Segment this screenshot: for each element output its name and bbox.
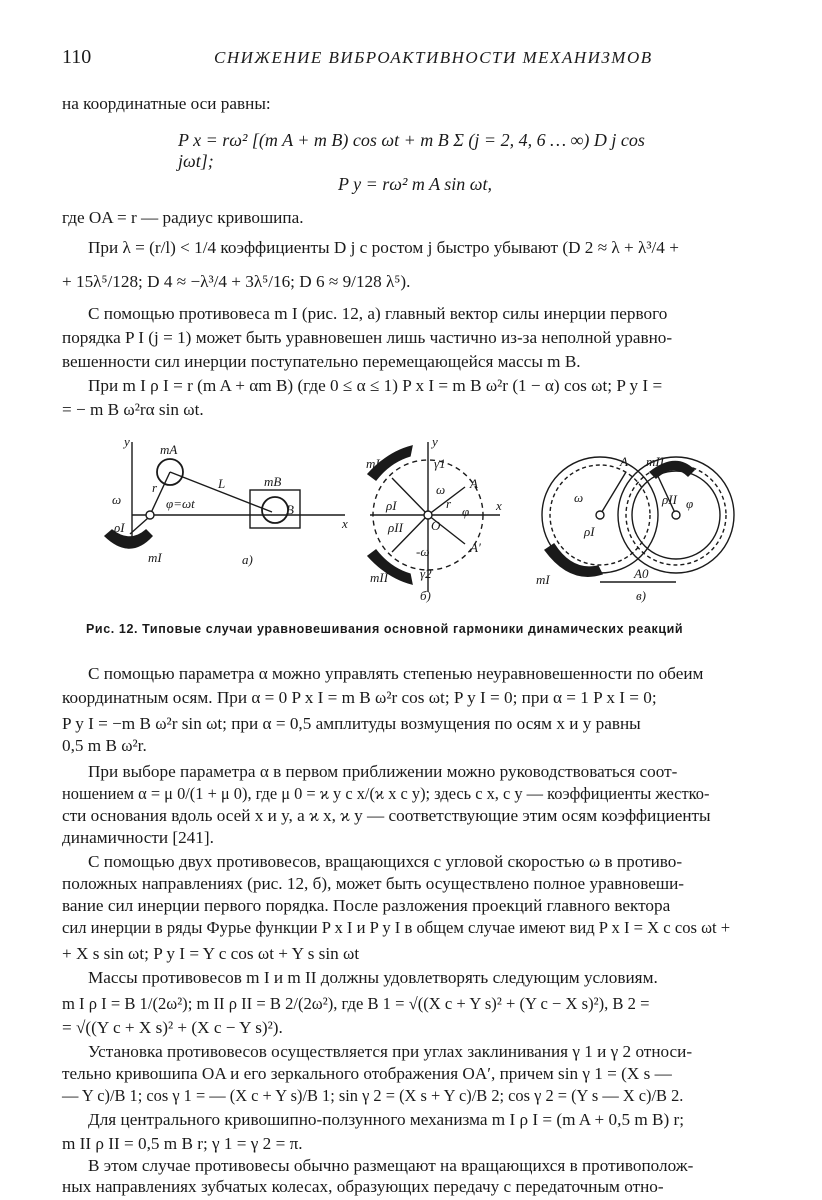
fig-b-rho2: ρII <box>388 520 403 535</box>
fig-a-L: L <box>218 476 226 491</box>
para6-line-3: = √((Y c + X s)² + (X c − Y s)²). <box>62 1018 283 1037</box>
fig-b-x: x <box>496 498 502 513</box>
para9-line-1: В этом случае противовесы обычно размещают на вращающихся в противополож- <box>88 1156 694 1175</box>
figure-12 <box>90 432 750 608</box>
fig-a-omega: ω <box>112 492 122 507</box>
para6-line-2: m I ρ I = B 1/(2ω²); m II ρ II = B 2/(2ω²), где B 1 = √((X c + Y s)² + (Y c − X s)²), B 2 = <box>62 994 650 1013</box>
para9-line-2: ных направлениях зубчатых колесах, образующих передачу с передаточным отно- <box>62 1177 664 1196</box>
para1-line-1: С помощью противовеса m I (рис. 12, а) главный вектор силы инерции первого <box>88 304 668 323</box>
fig-a-x: x <box>342 516 348 531</box>
fig-a-mI: mI <box>148 550 162 565</box>
fig-a-y: y <box>124 434 130 449</box>
para3-line-1: С помощью параметра α можно управлять степенью неуравновешенности по обеим <box>88 664 704 683</box>
fig-a-rho: ρI <box>114 520 125 535</box>
para4-line-2: ношением α = μ 0/(1 + μ 0), где μ 0 = ϰ y c x/(ϰ x c y); здесь c x, c y — коэффициенты жестко- <box>62 784 710 803</box>
fig-c-A: A <box>620 454 628 469</box>
fig-b-O: O <box>431 518 441 533</box>
lambda-line-2: + 15λ⁵/128; D 4 ≈ −λ³/4 + 3λ⁵/16; D 6 ≈ 9/128 λ⁵). <box>62 272 411 291</box>
para5-line-4: сил инерции в ряды Фурье функции P x I и P y I в общем случае имеют вид P x I = X c cos ωt + <box>62 918 731 937</box>
fig-b-y: y <box>432 434 438 449</box>
fig-b-A: A <box>470 476 478 491</box>
fig-b-mI: mI <box>366 456 380 471</box>
fig-b-momega: -ω <box>416 544 430 559</box>
fig-a-mA: mA <box>160 442 178 457</box>
para8-line-1: Для центрального кривошипно-ползунного механизма m I ρ I = (m A + 0,5 m B) r; <box>88 1110 684 1129</box>
para6-line-1: Массы противовесов m I и m II должны удовлетворять следующим условиям. <box>88 968 658 987</box>
lambda-line-1: При λ = (r/l) < 1/4 коэффициенты D j с ростом j быстро убывают (D 2 ≈ λ + λ³/4 + <box>88 238 679 257</box>
fig-a-phi: φ=ωt <box>166 496 195 511</box>
fig-a-label: а) <box>242 552 253 567</box>
para4-line-1: При выборе параметра α в первом приближении можно руководствоваться соот- <box>88 762 678 781</box>
equation-px: P x = rω² [(m A + m B) cos ωt + m B Σ (j = 2, 4, 6 … ∞) D j cos jωt]; <box>178 130 645 171</box>
para2-line-2: = − m B ω²rα sin ωt. <box>62 400 204 419</box>
figure-c-gears <box>542 457 734 582</box>
figure-a-mechanism <box>105 442 345 548</box>
fig-b-A2: A′ <box>470 540 481 555</box>
fig-b-rho1: ρI <box>386 498 397 513</box>
para5-line-2: положных направлениях (рис. 12, б), может быть осуществлено полное уравновеши- <box>62 874 684 893</box>
running-title: СНИЖЕНИЕ ВИБРОАКТИВНОСТИ МЕХАНИЗМОВ <box>214 48 653 67</box>
fig-c-label: в) <box>636 588 646 603</box>
para5-line-5: + X s sin ωt; P y I = Y c cos ωt + Y s sin ωt <box>62 944 360 963</box>
fig-b-mII: mII <box>370 570 389 585</box>
para7-line-3: — Y c)/B 1; cos γ 1 = — (X c + Y s)/B 1; sin γ 2 = (X s + Y c)/B 2; cos γ 2 = (Y s — X c)/B 2. <box>62 1086 684 1105</box>
page-number: 110 <box>62 46 92 68</box>
fig-a-B: B <box>286 502 294 517</box>
fig-a-mB: mB <box>264 474 282 489</box>
para3-line-2: координатным осям. При α = 0 P x I = m B ω²r cos ωt; P y I = 0; при α = 1 P x I = 0; <box>62 688 657 707</box>
para7-line-1: Установка противовесов осуществляется при углах заклинивания γ 1 и γ 2 относи- <box>88 1042 693 1061</box>
fig-c-omega: ω <box>574 490 584 505</box>
figure-caption: Рис. 12. Типовые случаи уравновешивания основной гармоники динамических реакций <box>86 622 684 636</box>
para8-line-2: m II ρ II = 0,5 m B r; γ 1 = γ 2 = π. <box>62 1134 303 1153</box>
fig-c-rho2: ρII <box>662 492 677 507</box>
para1-line-2: порядка P I (j = 1) может быть уравновешен лишь частично из-за неполной уравно- <box>62 328 673 347</box>
fig-c-mII: mII <box>646 454 665 469</box>
para7-line-2: тельно кривошипа OA и его зеркального отображения OA′, причем sin γ 1 = (X s — <box>62 1064 672 1083</box>
para4-line-3: сти основания вдоль осей x и y, а ϰ x, ϰ y — соответствующие этим осям коэффициенты <box>62 806 711 825</box>
fig-b-g1: γ1 <box>434 456 446 471</box>
para3-line-4: 0,5 m B ω²r. <box>62 736 147 755</box>
para5-line-3: вание сил инерции первого порядка. После разложения проекций главного вектора <box>62 896 671 915</box>
fig-c-A0: A0 <box>634 566 649 581</box>
fig-b-label: б) <box>420 588 431 603</box>
fig-b-r: r <box>446 496 452 511</box>
para1-line-3: вешенности сил инерции поступательно перемещающейся массы m B. <box>62 352 581 371</box>
where-line: где OA = r — радиус кривошипа. <box>62 208 304 227</box>
para5-line-1: С помощью двух противовесов, вращающихся с угловой скоростью ω в противо- <box>88 852 683 871</box>
intro-line: на координатные оси равны: <box>62 94 271 113</box>
fig-b-omega: ω <box>436 482 446 497</box>
para4-line-4: динамичности [241]. <box>62 828 214 847</box>
equation-py: P y = rω² m A sin ωt, <box>338 174 492 194</box>
fig-b-g2: γ2 <box>420 566 432 581</box>
page-header <box>62 46 762 76</box>
fig-c-rho1: ρI <box>584 524 595 539</box>
para2-line-1: При m I ρ I = r (m A + αm B) (где 0 ≤ α ≤ 1) P x I = m B ω²r (1 − α) cos ωt; P y I = <box>88 376 663 395</box>
fig-a-r: r <box>152 480 158 495</box>
fig-c-mI: mI <box>536 572 550 587</box>
fig-b-phi: φ <box>462 504 470 519</box>
fig-c-phi: φ <box>686 496 694 511</box>
para3-line-3: P y I = −m B ω²r sin ωt; при α = 0,5 амплитуды возмущения по осям x и y равны <box>62 714 641 733</box>
